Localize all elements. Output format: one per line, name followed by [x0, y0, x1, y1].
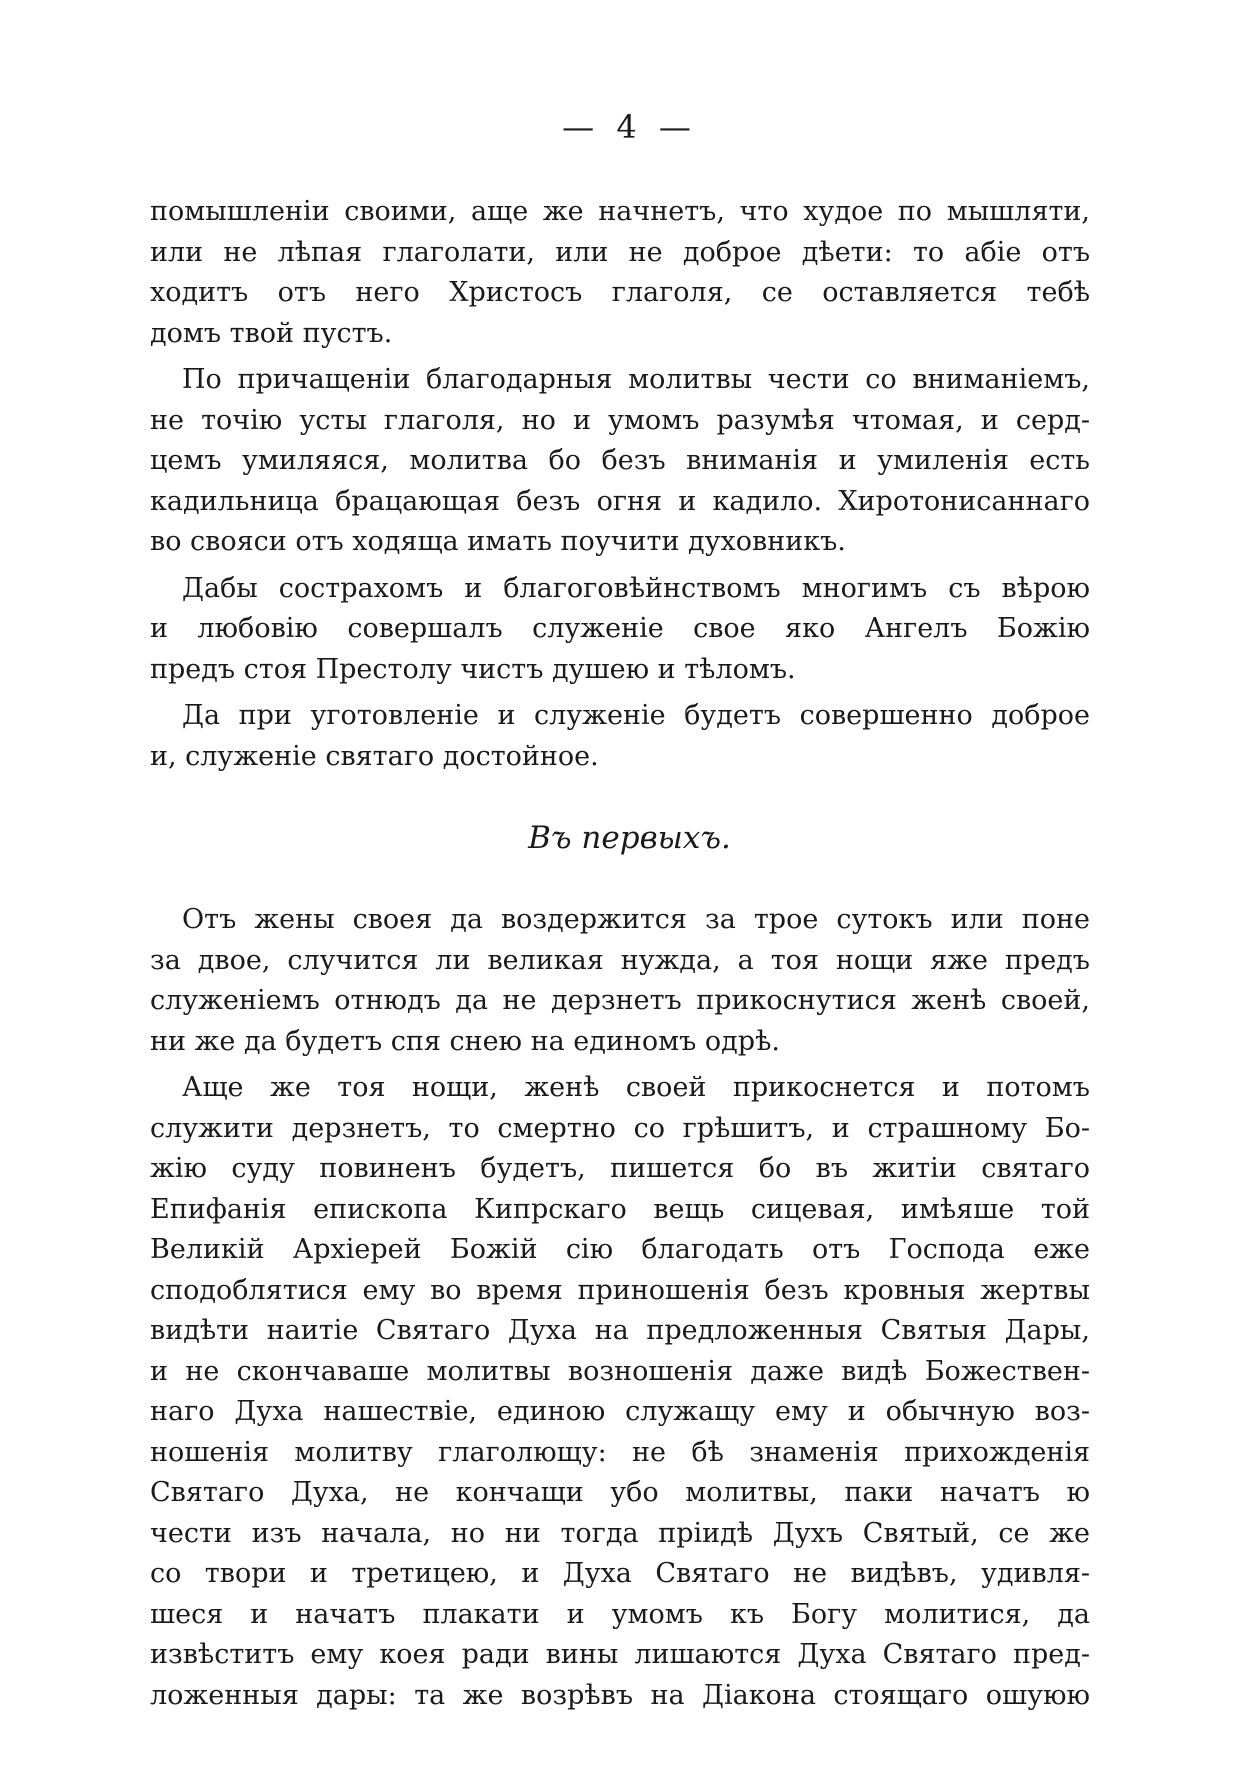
- text-line: служеніемъ отнюдъ да не дерзнетъ прикоснутися женѣ своей,: [150, 985, 1090, 1016]
- text-line: ходитъ отъ него Христосъ глаголя, се оставляется тебѣ: [150, 277, 1090, 308]
- text-line: во свояси отъ ходяща имать поучити духовникъ.: [150, 526, 846, 557]
- text-block-top: [150, 192, 1090, 777]
- text-line: жію суду повиненъ будетъ, пишется бо въ житіи святаго: [150, 1153, 1090, 1184]
- text-line: извѣститъ ему коея ради вины лишаются Духа Святаго пред-: [150, 1639, 1090, 1670]
- text-line: кадильница брацающая безъ огня и кадило. Хиротонисаннаго: [150, 485, 1090, 517]
- paragraph: [150, 900, 1090, 1062]
- text-line: домъ твой пустъ.: [150, 317, 393, 349]
- text-line: или не лѣпая глаголати, или не доброе дѣети: то абіе отъ: [150, 236, 1090, 268]
- text-line: и, служеніе святаго достойное.: [150, 740, 599, 772]
- text-line: за двое, случится ли великая нужда, а тоя нощи яже предъ: [150, 944, 1090, 976]
- text-block-bottom: [150, 900, 1090, 1716]
- text-line: Великій Архіерей Божій сію благодать отъ Господа еже: [150, 1234, 1090, 1265]
- text-line: шеся и начатъ плакати и умомъ къ Богу молитися, да: [150, 1598, 1090, 1630]
- page-number: — 4 —: [562, 108, 697, 146]
- text-line: видѣти наитіе Святаго Духа на предложенныя Святыя Дары,: [150, 1315, 1090, 1346]
- text-line: и не скончаваше молитвы возношенія даже видѣ Божествен-: [150, 1355, 1090, 1387]
- text-line: предъ стоя Престолу чистъ душею и тѣломъ.: [150, 653, 796, 685]
- text-line: не точію усты глаголя, но и умомъ разумѣя чтомая, и серд-: [150, 404, 1090, 436]
- text-line: Отъ жены своея да воздержится за трое сутокъ или поне: [182, 904, 1090, 935]
- text-line: служити дерзнетъ, то смертно со грѣшитъ, и страшному Бо-: [150, 1112, 1090, 1144]
- text-line: ни же да будетъ спя снею на единомъ одрѣ.: [150, 1025, 780, 1057]
- text-line: сподоблятися ему во время приношенія безъ кровныя жертвы: [150, 1274, 1090, 1306]
- text-line: цемъ умиляяся, молитва бо безъ вниманія и умиленія есть: [150, 445, 1090, 476]
- paragraph: [150, 360, 1090, 563]
- text-line: Дабы сострахомъ и благоговѣйнствомъ многимъ съ вѣрою: [182, 572, 1090, 604]
- text-line: наго Духа нашествіе, единою служащу ему и обычную воз-: [150, 1396, 1090, 1427]
- text-line: и любовію совершалъ служеніе свое яко Ангелъ Божію: [150, 613, 1090, 644]
- text-line: По причащеніи благодарныя молитвы чести со вниманіемъ,: [182, 364, 1090, 395]
- text-line: Да при уготовленіе и служеніе будетъ совершенно доброе: [182, 700, 1090, 731]
- text-line: Аще же тоя нощи, женѣ своей прикоснется и потомъ: [182, 1072, 1090, 1103]
- text-line: ложенныя дары: та же возрѣвъ на Діакона стоящаго ошуюю: [150, 1679, 1090, 1711]
- paragraph: [150, 696, 1090, 777]
- paragraph: [150, 1068, 1090, 1716]
- text-line: Епифанія епископа Кипрскаго вещь сицевая, имѣяше той: [150, 1193, 1090, 1225]
- text-line: чести изъ начала, но ни тогда пріидѣ Духъ Святый, се же: [150, 1517, 1090, 1549]
- paragraph: [150, 569, 1090, 691]
- text-line: ношенія молитву глаголющу: не бѣ знаменія прихожденія: [150, 1436, 1090, 1468]
- section-heading: Въ первыхъ.: [528, 820, 731, 856]
- paragraph: [150, 192, 1090, 354]
- text-line: Святаго Духа, не кончащи убо молитвы, паки начатъ ю: [150, 1477, 1090, 1508]
- text-line: со твори и третицею, и Духа Святаго не видѣвъ, удивля-: [150, 1558, 1090, 1589]
- text-line: помышленіи своими, аще же начнетъ, что худое по мышляти,: [150, 196, 1090, 227]
